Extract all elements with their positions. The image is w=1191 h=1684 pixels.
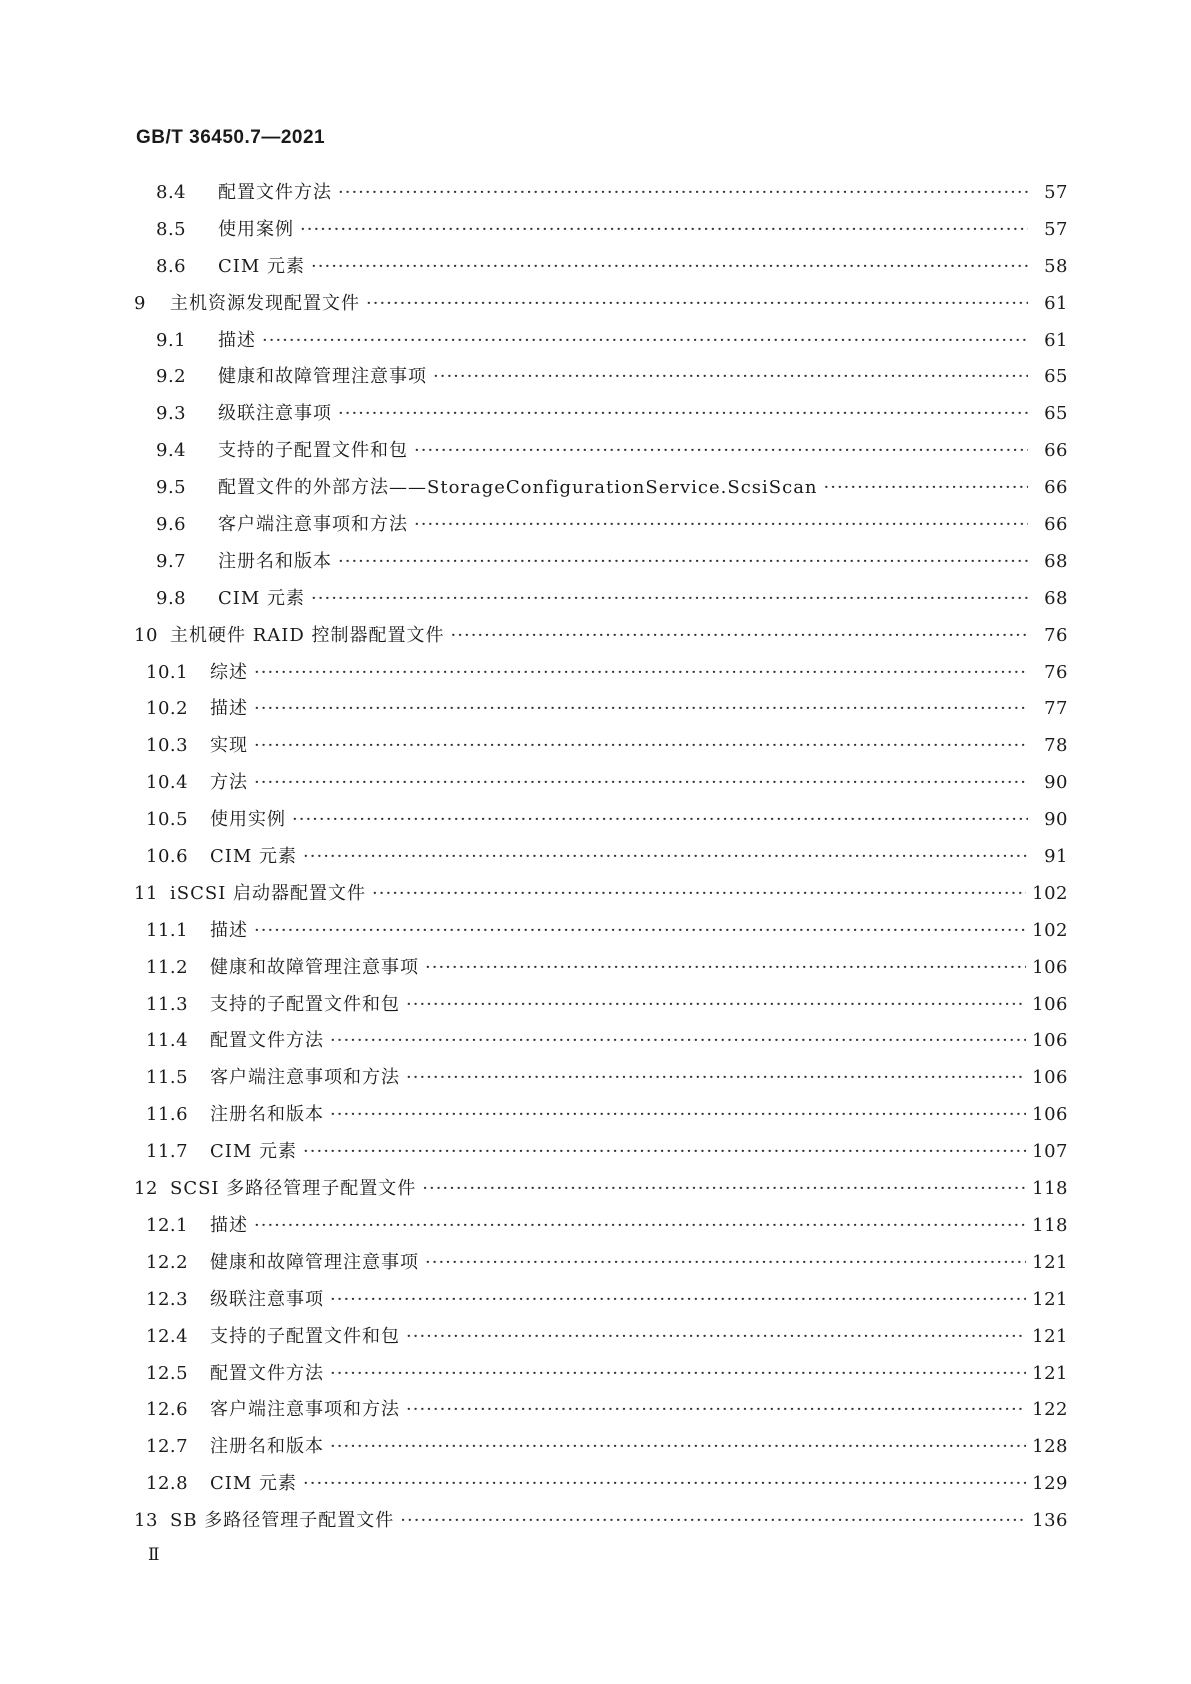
toc-entry-number: 10.4 [146,772,189,794]
toc-entry-title: 使用案例 [218,218,294,240]
toc-entry[interactable] [134,953,1068,990]
toc-entry-page: 102 [1032,919,1068,941]
toc-entry-title: 描述 [210,698,248,720]
toc-entry-page: 66 [1044,477,1068,499]
toc-entry-title: CIM 元素 [210,1473,298,1495]
toc-dot-leader [406,1326,1026,1347]
toc-dot-leader [338,551,1028,572]
toc-dot-leader [292,809,1028,830]
toc-dot-leader [311,256,1028,277]
toc-entry-number: 10.1 [146,661,189,683]
toc-entry-number: 9.6 [156,514,187,536]
toc-entry-page: 90 [1044,772,1068,794]
toc-entry-number: 11.1 [146,919,189,941]
toc-entry[interactable] [134,1211,1068,1248]
toc-entry-title: 注册名和版本 [218,550,332,572]
toc-entry-page: 58 [1044,255,1068,277]
toc-entry-title: 级联注意事项 [210,1288,324,1310]
toc-entry-page: 65 [1044,403,1068,425]
toc-entry-title: iSCSI 启动器配置文件 [170,882,367,904]
toc-entry[interactable] [134,1248,1068,1285]
toc-entry[interactable] [134,1469,1068,1506]
toc-entry-number: 11.3 [146,993,189,1015]
toc-entry-number: 12.3 [146,1288,189,1310]
table-of-contents [134,178,1068,1543]
toc-entry-number: 10.6 [146,846,189,868]
toc-entry-page: 57 [1044,182,1068,203]
toc-dot-leader [330,1104,1026,1125]
toc-dot-leader [330,1436,1026,1457]
toc-entry-page: 129 [1032,1473,1068,1495]
toc-entry-title: 综述 [210,661,248,683]
toc-entry-number: 9.8 [156,587,187,609]
toc-entry[interactable] [134,436,1068,473]
toc-entry-number: 8.5 [156,218,187,240]
toc-dot-leader [338,403,1028,424]
toc-entry-number: 9.1 [156,329,187,351]
toc-entry-number: 11 [134,882,158,904]
standard-code: GB/T 36450.7—2021 [136,127,326,148]
toc-entry[interactable] [134,1063,1068,1100]
toc-entry-page: 78 [1044,735,1068,757]
toc-dot-leader [254,772,1028,793]
toc-dot-leader [406,994,1026,1015]
toc-entry-page: 122 [1032,1399,1068,1421]
toc-entry-number: 12.5 [146,1362,189,1384]
toc-dot-leader [338,182,1028,203]
toc-entry-number: 9.3 [156,403,187,425]
toc-entry-page: 68 [1044,550,1068,572]
toc-entry[interactable] [134,1359,1068,1396]
toc-entry-page: 65 [1044,366,1068,388]
toc-entry-number: 9.4 [156,440,187,462]
toc-entry-number: 10.3 [146,735,189,757]
toc-dot-leader [303,1141,1026,1162]
toc-entry-title: CIM 元素 [218,255,306,277]
toc-entry-number: 11.5 [146,1067,189,1089]
toc-entry[interactable] [134,510,1068,547]
toc-entry-number: 12.4 [146,1325,189,1347]
toc-entry-page: 121 [1032,1288,1068,1310]
toc-entry[interactable] [134,326,1068,363]
toc-entry[interactable] [134,178,1068,215]
toc-entry-number: 12.7 [146,1436,189,1458]
toc-dot-leader [422,1178,1026,1199]
toc-entry-page: 128 [1032,1436,1068,1458]
toc-entry[interactable] [134,658,1068,695]
toc-entry-page: 90 [1044,809,1068,831]
toc-entry-number: 9.5 [156,477,187,499]
toc-entry-number: 11.6 [146,1104,189,1126]
toc-entry-title: 实现 [210,735,248,757]
toc-entry-title: 描述 [210,919,248,941]
toc-entry[interactable] [134,1285,1068,1322]
toc-entry-number: 12.6 [146,1399,189,1421]
toc-entry-number: 12.8 [146,1473,189,1495]
toc-dot-leader [372,883,1026,904]
toc-entry-page: 57 [1044,218,1068,240]
toc-entry-number: 9.2 [156,366,187,388]
toc-dot-leader [254,662,1028,683]
toc-entry[interactable] [134,1174,1068,1211]
toc-dot-leader [824,477,1028,498]
toc-entry[interactable] [134,842,1068,879]
toc-entry-page: 106 [1032,1104,1068,1126]
toc-entry[interactable] [134,768,1068,805]
toc-entry-number: 9 [134,292,146,314]
toc-entry-title: 配置文件的外部方法——StorageConfigurationService.ScsiScan [218,477,818,499]
toc-dot-leader [311,588,1028,609]
toc-entry-page: 77 [1044,698,1068,720]
toc-dot-leader [414,440,1028,461]
toc-entry-title: 支持的子配置文件和包 [218,440,408,462]
toc-entry[interactable] [134,1432,1068,1469]
toc-entry-page: 106 [1032,1067,1068,1089]
toc-dot-leader [330,1363,1026,1384]
toc-entry-title: CIM 元素 [210,846,298,868]
toc-entry[interactable] [134,1026,1068,1063]
toc-entry[interactable] [134,805,1068,842]
toc-entry-number: 8.6 [156,255,187,277]
toc-entry-number: 10.5 [146,809,189,831]
toc-entry[interactable] [134,547,1068,584]
toc-entry-title: 配置文件方法 [218,182,332,203]
toc-entry-title: SB 多路径管理子配置文件 [170,1510,395,1532]
toc-entry-title: CIM 元素 [218,587,306,609]
toc-dot-leader [254,920,1026,941]
toc-dot-leader [330,1289,1026,1310]
toc-entry-page: 76 [1044,661,1068,683]
toc-entry[interactable] [134,1100,1068,1137]
toc-entry-title: CIM 元素 [210,1141,298,1163]
toc-entry-title: 支持的子配置文件和包 [210,993,400,1015]
toc-entry-title: 级联注意事项 [218,403,332,425]
toc-entry-page: 106 [1032,956,1068,978]
toc-entry-number: 8.4 [156,182,187,203]
toc-entry-number: 10.2 [146,698,189,720]
toc-entry[interactable] [134,252,1068,289]
page-number: Ⅱ [148,1545,160,1565]
toc-entry-page: 76 [1044,624,1068,646]
toc-dot-leader [400,1510,1026,1531]
toc-dot-leader [303,1473,1026,1494]
toc-entry-title: 客户端注意事项和方法 [210,1399,400,1421]
toc-dot-leader [433,366,1028,387]
toc-entry-page: 121 [1032,1251,1068,1273]
toc-dot-leader [414,514,1028,535]
toc-entry-title: 配置文件方法 [210,1030,324,1052]
toc-entry[interactable] [134,879,1068,916]
toc-entry[interactable] [134,362,1068,399]
toc-entry-number: 12.1 [146,1214,189,1236]
toc-entry-page: 107 [1032,1141,1068,1163]
toc-entry-page: 61 [1044,292,1068,314]
toc-entry-title: 健康和故障管理注意事项 [218,366,427,388]
toc-dot-leader [254,698,1028,719]
toc-entry[interactable] [134,215,1068,252]
toc-dot-leader [303,846,1028,867]
toc-entry-page: 121 [1032,1362,1068,1384]
toc-entry-title: 描述 [218,329,256,351]
toc-dot-leader [366,293,1028,314]
toc-entry-number: 12 [134,1178,158,1200]
toc-entry[interactable] [134,1395,1068,1432]
toc-dot-leader [451,625,1028,646]
toc-entry-number: 9.7 [156,550,187,572]
toc-dot-leader [330,1030,1026,1051]
toc-entry-page: 106 [1032,1030,1068,1052]
toc-entry-page: 66 [1044,514,1068,536]
toc-entry-page: 106 [1032,993,1068,1015]
toc-entry-page: 68 [1044,587,1068,609]
toc-entry-title: 方法 [210,772,248,794]
toc-entry-page: 121 [1032,1325,1068,1347]
toc-entry[interactable] [134,916,1068,953]
toc-dot-leader [262,330,1028,351]
toc-entry-page: 61 [1044,329,1068,351]
toc-entry-page: 118 [1032,1214,1068,1236]
toc-entry-page: 66 [1044,440,1068,462]
toc-entry[interactable] [134,621,1068,658]
toc-entry-title: 客户端注意事项和方法 [218,514,408,536]
toc-entry-title: SCSI 多路径管理子配置文件 [170,1178,417,1200]
toc-dot-leader [425,1252,1026,1273]
toc-entry-title: 注册名和版本 [210,1104,324,1126]
toc-dot-leader [425,957,1026,978]
toc-entry-number: 10 [134,624,158,646]
toc-dot-leader [406,1399,1026,1420]
toc-entry[interactable] [134,694,1068,731]
toc-entry[interactable] [134,1506,1068,1543]
toc-entry-number: 11.7 [146,1141,189,1163]
toc-dot-leader [300,219,1028,240]
toc-entry[interactable] [134,731,1068,768]
toc-entry-title: 配置文件方法 [210,1362,324,1384]
toc-entry-page: 136 [1032,1510,1068,1532]
toc-entry-title: 客户端注意事项和方法 [210,1067,400,1089]
toc-entry-number: 11.4 [146,1030,189,1052]
toc-entry-title: 描述 [210,1214,248,1236]
toc-entry-title: 使用实例 [210,809,286,831]
toc-entry-title: 健康和故障管理注意事项 [210,956,419,978]
toc-entry-page: 118 [1032,1178,1068,1200]
toc-entry[interactable] [134,990,1068,1027]
toc-dot-leader [254,1215,1026,1236]
toc-entry[interactable] [134,1137,1068,1174]
toc-entry-number: 13 [134,1510,158,1532]
toc-entry-number: 11.2 [146,956,189,978]
toc-dot-leader [406,1067,1026,1088]
toc-entry[interactable] [134,1322,1068,1359]
toc-entry[interactable] [134,473,1068,510]
toc-entry[interactable] [134,289,1068,326]
toc-entry-page: 102 [1032,882,1068,904]
toc-entry-title: 主机资源发现配置文件 [170,292,360,314]
toc-entry-title: 主机硬件 RAID 控制器配置文件 [170,624,445,646]
toc-entry-title: 支持的子配置文件和包 [210,1325,400,1347]
toc-entry-number: 12.2 [146,1251,189,1273]
toc-entry-title: 健康和故障管理注意事项 [210,1251,419,1273]
toc-entry-title: 注册名和版本 [210,1436,324,1458]
toc-entry-page: 91 [1044,846,1068,868]
toc-dot-leader [254,735,1028,756]
toc-entry[interactable] [134,584,1068,621]
toc-entry[interactable] [134,399,1068,436]
